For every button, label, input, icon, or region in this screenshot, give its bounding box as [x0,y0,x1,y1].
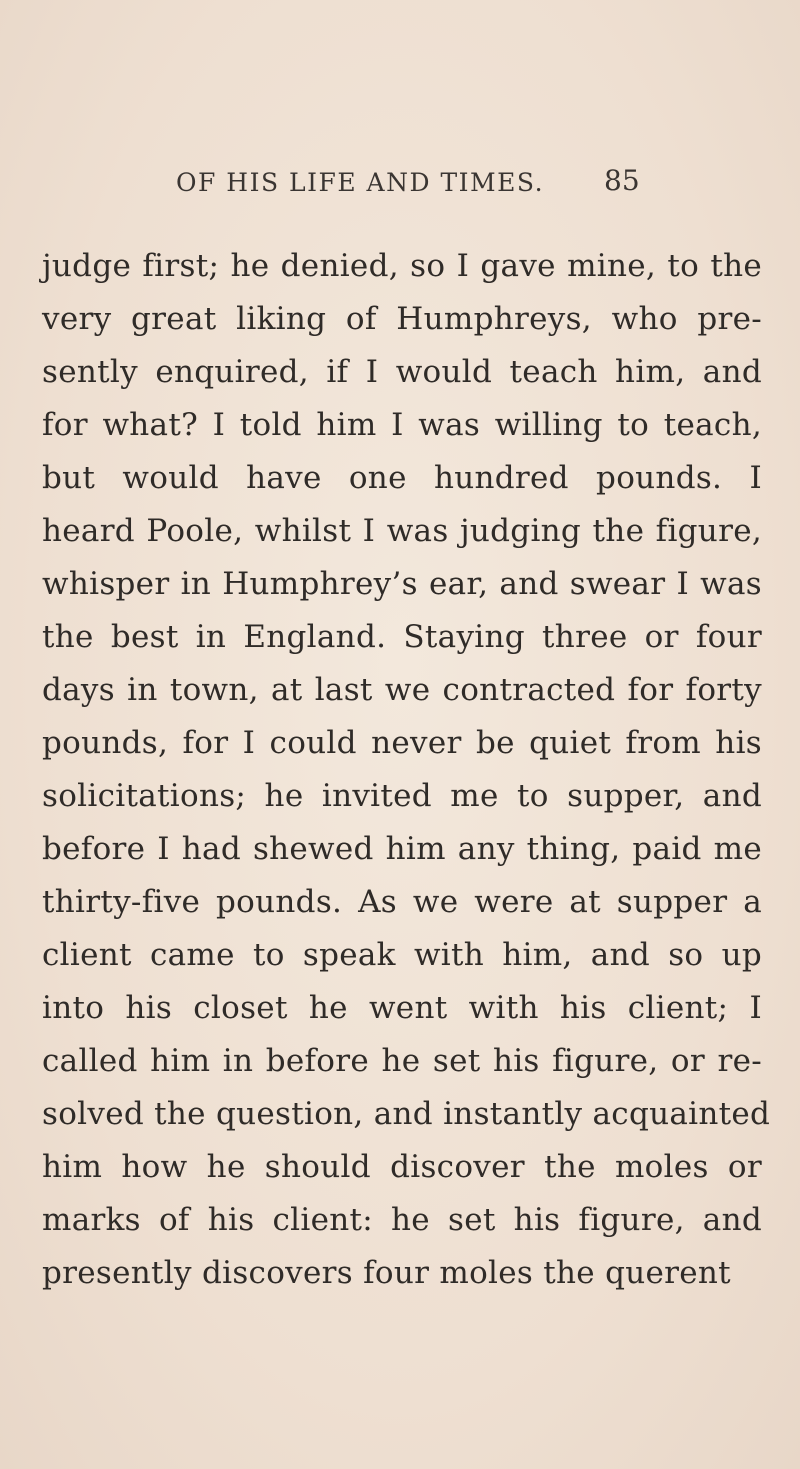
text-line: presently discovers four moles the querent [42,1255,731,1291]
text-line: solicitations; he invited me to supper, and [42,778,762,814]
text-line: for what? I told him I was willing to teach, [42,407,762,443]
text-line: heard Poole, whilst I was judging the figure, [42,513,762,549]
text-line: thirty-five pounds. As we were at supper a [42,884,762,920]
text-line: but would have one hundred pounds. I [42,460,762,496]
text-line: whisper in Humphrey’s ear, and swear I was [42,566,762,602]
text-line: called him in before he set his figure, or re- [42,1043,762,1079]
text-line: into his closet he went with his client; I [42,990,762,1026]
text-line: days in town, at last we contracted for forty [42,672,762,708]
text-line: pounds, for I could never be quiet from his [42,725,762,761]
running-head: OF HIS LIFE AND TIMES. [176,168,545,197]
text-line: marks of his client: he set his figure, and [42,1202,762,1238]
text-line: solved the question, and instantly acquainted [42,1096,771,1132]
text-line: before I had shewed him any thing, paid me [42,831,762,867]
text-line: very great liking of Humphreys, who pre- [42,301,762,337]
body-text [42,240,771,1300]
page-number: 85 [604,164,640,197]
text-line: sently enquired, if I would teach him, and [42,354,762,390]
text-line: the best in England. Staying three or four [42,619,762,655]
text-line: client came to speak with him, and so up [42,937,762,973]
text-line: him how he should discover the moles or [42,1149,762,1185]
text-line: judge first; he denied, so I gave mine, to the [42,248,762,284]
